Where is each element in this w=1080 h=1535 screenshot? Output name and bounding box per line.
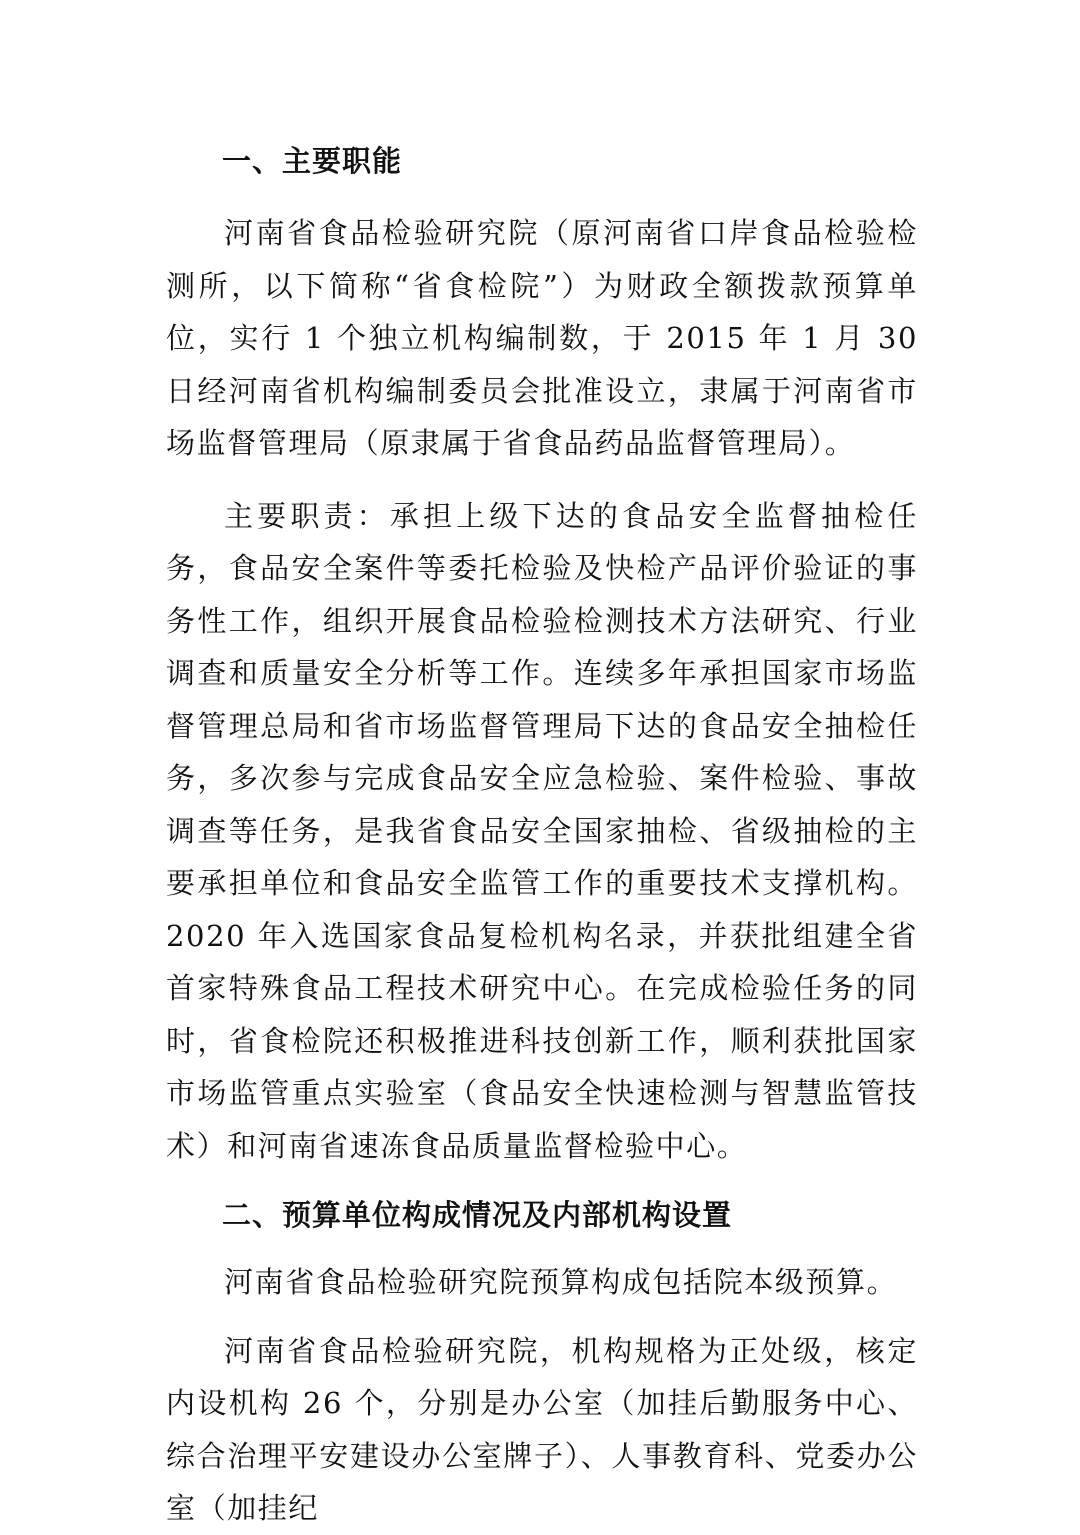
document-body — [166, 134, 918, 1535]
paragraph-internal-departments: 河南省食品检验研究院，机构规格为正处级，核定内设机构 26 个，分别是办公室（加挂后勤服务中心、综合治理平安建设办公室牌子）、人事教育科、党委办公室（加挂纪 — [166, 1333, 918, 1525]
section-heading-main-functions: 一、主要职能 — [222, 144, 403, 178]
paragraph-budget-composition: 河南省食品检验研究院预算构成包括院本级预算。 — [224, 1265, 898, 1299]
paragraph-institution-overview: 河南省食品检验研究院（原河南省口岸食品检验检测所，以下简称“省食检院”）为财政全额拨款预算单位，实行 1 个独立机构编制数，于 2015 年 1 月 30 日经河南省机构编制委员会批准设立，隶属于河南省市场监督管理局（原隶属于省食品药品监督管理局）。 — [166, 216, 918, 460]
paragraph-main-duties: 主要职责：承担上级下达的食品安全监督抽检任务，食品安全案件等委托检验及快检产品评价验证的事务性工作，组织开展食品检验检测技术方法研究、行业调查和质量安全分析等工作。连续多年承担国家市场监督管理总局和省市场监督管理局下达的食品安全抽检任务，多次参与完成食品安全应急检验、案件检验、事故调查等任务，是我省食品安全国家抽检、省级抽检的主要承担单位和食品安全监管工作的重要技术支撑机构。2020 年入选国家食品复检机构名录，并获批组建全省首家特殊食品工程技术研究中心。在完成检验任务的同时，省食检院还积极推进科技创新工作，顺利获批国家市场监管重点实验室（食品安全快速检测与智慧监管技术）和河南省速冻食品质量监督检验中心。 — [166, 498, 918, 1163]
section-heading-budget-structure: 二、预算单位构成情况及内部机构设置 — [222, 1198, 733, 1232]
